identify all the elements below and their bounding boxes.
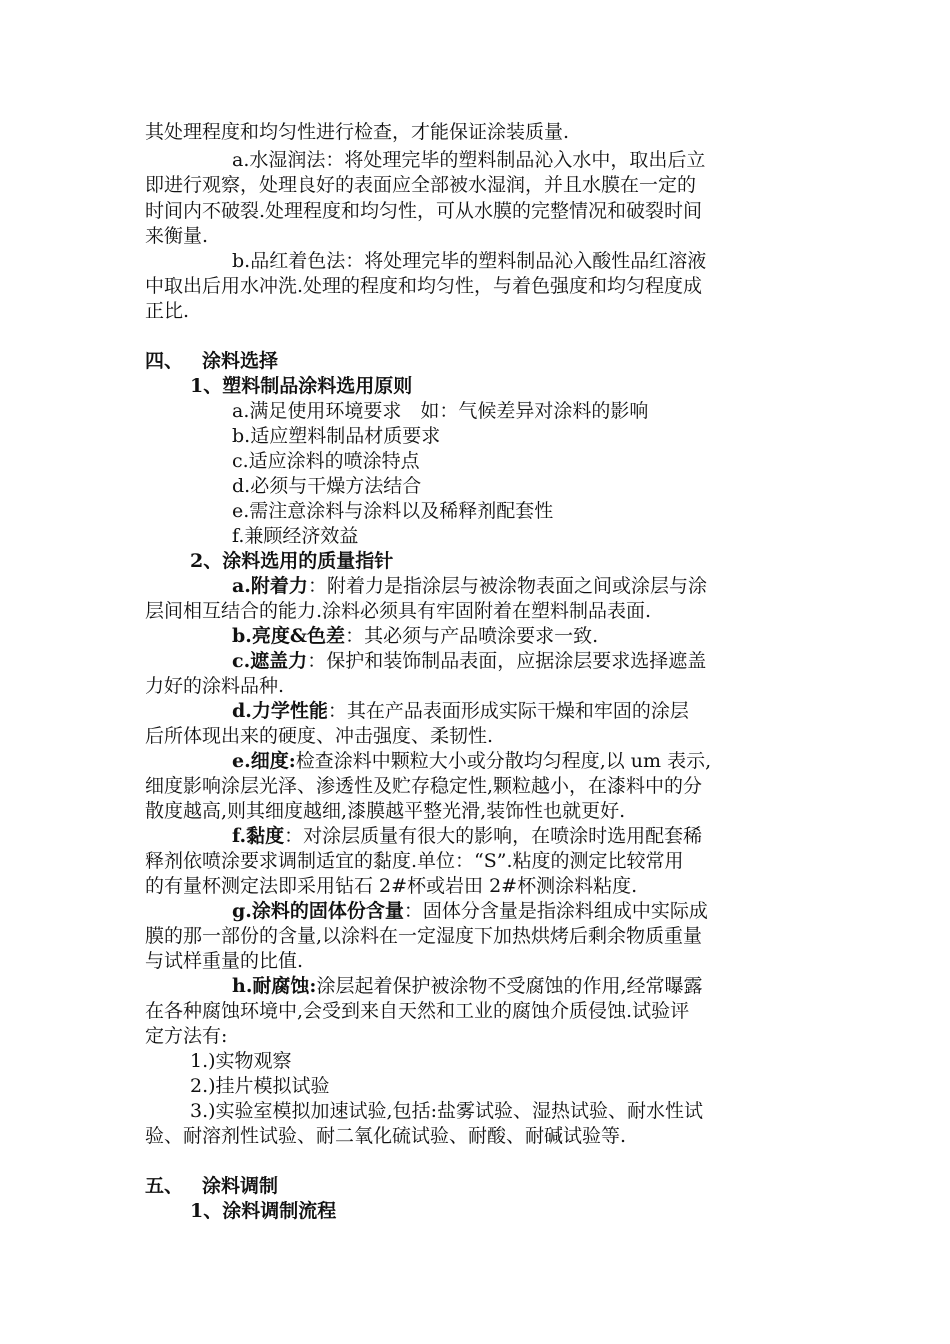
- indicator-text: ：对涂层质量有很大的影响，在喷涂时选用配套稀: [284, 825, 703, 847]
- indicator-fineness-line-3: 散度越高,则其细度越细,漆膜越平整光滑,装饰性也就更好.: [145, 800, 626, 822]
- section-5-1-heading: 1、涂料调制流程: [190, 1200, 337, 1222]
- section-5-heading: [145, 1174, 278, 1199]
- indicator-fineness-line-2: 细度影响涂层光泽、渗透性及贮存稳定性,颗粒越小，在漆料中的分: [145, 775, 703, 797]
- method-b-line-2: 中取出后用水冲洗.处理的程度和均匀性，与着色强度和均匀程度成: [145, 275, 703, 297]
- indicator-text: 涂层起着保护被涂物不受腐蚀的作用,经常曝露: [316, 975, 703, 997]
- indicator-viscosity-line-3: 的有量杯测定法即采用钻石 2#杯或岩田 2#杯测涂料粘度.: [145, 875, 638, 897]
- method-b-first-line: b.品红着色法：将处理完毕的塑料制品沁入酸性品红溶液: [232, 250, 707, 272]
- indicator-viscosity: [232, 824, 702, 849]
- principle-item: c.适应涂料的喷涂特点: [232, 450, 420, 472]
- intro-line: 其处理程度和均匀性进行检查，才能保证涂装质量.: [145, 121, 570, 143]
- principle-item: a.满足使用环境要求 如：气候差异对涂料的影响: [232, 400, 649, 422]
- indicator-brightness: [232, 624, 598, 649]
- indicator-corrosion: [232, 974, 703, 999]
- test-method-item-continuation: 验、耐溶剂性试验、耐二氧化硫试验、耐酸、耐碱试验等.: [145, 1125, 627, 1147]
- test-method-item: 3.)实验室模拟加速试验,包括:盐雾试验、湿热试验、耐水性试: [190, 1100, 703, 1122]
- indicator-mechanical-line-2: 后所体现出来的硬度、冲击强度、柔韧性.: [145, 725, 494, 747]
- indicator-fineness: [232, 749, 711, 774]
- indicator-solid-content-line-3: 与试样重量的比值.: [145, 950, 304, 972]
- indicator-text: ：固体分含量是指涂料组成中实际成: [403, 900, 708, 922]
- indicator-text: ：附着力是指涂层与被涂物表面之间或涂层与涂: [307, 575, 707, 597]
- indicator-hiding-power-line-2: 力好的涂料品种.: [145, 675, 285, 697]
- indicator-label: c.遮盖力: [232, 650, 308, 672]
- indicator-label: h.耐腐蚀:: [232, 975, 317, 997]
- indicator-text: ：其必须与产品喷涂要求一致.: [345, 625, 599, 647]
- method-a-line-4: 来衡量.: [145, 225, 209, 247]
- method-a-line-2: 即进行观察，处理良好的表面应全部被水湿润，并且水膜在一定的: [145, 174, 697, 196]
- principle-item: e.需注意涂料与涂料以及稀释剂配套性: [232, 500, 554, 522]
- test-method-item: 2.)挂片模拟试验: [190, 1075, 330, 1097]
- indicator-hiding-power: [232, 649, 706, 674]
- section-4-2-heading: 2、涂料选用的质量指针: [190, 550, 394, 572]
- indicator-solid-content-line-2: 膜的那一部份的含量,以涂料在一定湿度下加热烘烤后剩余物质重量: [145, 925, 703, 947]
- indicator-mechanical: [232, 699, 689, 724]
- section-4-1-heading: 1、塑料制品涂料选用原则: [190, 375, 413, 397]
- method-b-line-3: 正比.: [145, 300, 190, 322]
- principle-item: f.兼顾经济效益: [232, 525, 359, 547]
- indicator-adhesion: [232, 574, 707, 599]
- indicator-corrosion-line-3: 定方法有:: [145, 1025, 228, 1047]
- method-a-line-3: 时间内不破裂.处理程度和均匀性，可从水膜的完整情况和破裂时间: [145, 200, 703, 222]
- indicator-adhesion-line-2: 层间相互结合的能力.涂料必须具有牢固附着在塑料制品表面.: [145, 600, 652, 622]
- indicator-label: g.涂料的固体份含量: [232, 900, 404, 922]
- indicator-label: e.细度:: [232, 750, 296, 772]
- section-4-heading: [145, 349, 278, 374]
- indicator-label: d.力学性能: [232, 700, 328, 722]
- indicator-text: ：其在产品表面形成实际干燥和牢固的涂层: [327, 700, 689, 722]
- indicator-viscosity-line-2: 释剂依喷涂要求调制适宜的黏度.单位：“S”.粘度的测定比较常用: [145, 850, 684, 872]
- indicator-label: f.黏度: [232, 825, 285, 847]
- indicator-text: 检查涂料中颗粒大小或分散均匀程度,以 um 表示,: [295, 750, 712, 772]
- indicator-text: ：保护和装饰制品表面，应据涂层要求选择遮盖: [307, 650, 707, 672]
- indicator-corrosion-line-2: 在各种腐蚀环境中,会受到来自天然和工业的腐蚀介质侵蚀.试验评: [145, 1000, 690, 1022]
- section-4-number: 四、: [145, 350, 184, 372]
- indicator-solid-content: [232, 899, 708, 924]
- section-5-title: 涂料调制: [202, 1175, 279, 1197]
- principle-item: b.适应塑料制品材质要求: [232, 425, 441, 447]
- principle-item: d.必须与干燥方法结合: [232, 475, 422, 497]
- indicator-label: b.亮度&色差: [232, 625, 346, 647]
- section-4-title: 涂料选择: [202, 350, 279, 372]
- indicator-label: a.附着力: [232, 575, 308, 597]
- test-method-item: 1.)实物观察: [190, 1050, 292, 1072]
- method-a-first-line: a.水湿润法：将处理完毕的塑料制品沁入水中，取出后立: [232, 149, 706, 171]
- section-5-number: 五、: [145, 1175, 184, 1197]
